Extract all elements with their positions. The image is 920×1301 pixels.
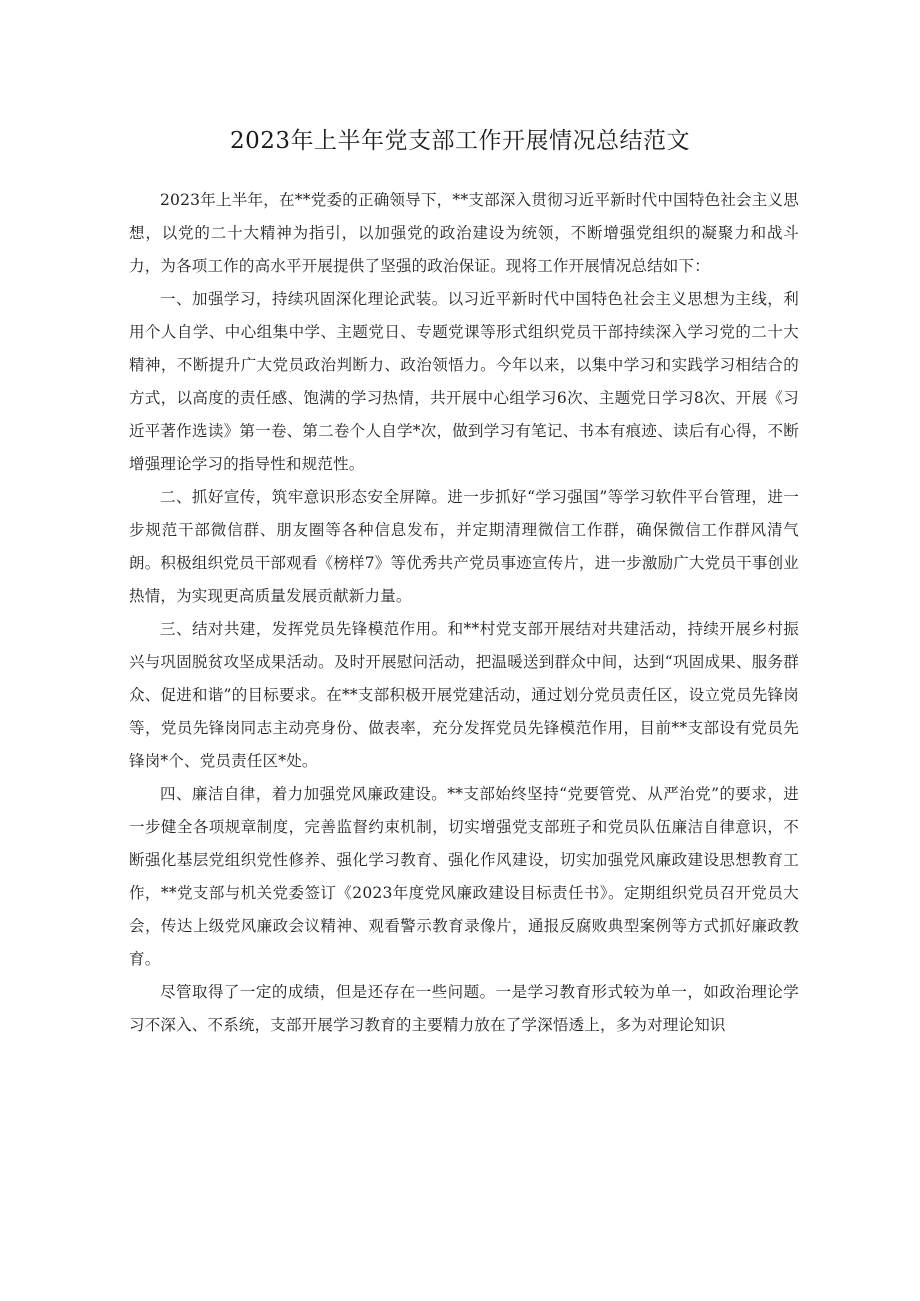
paragraph-study: 一、加强学习，持续巩固深化理论武装。以习近平新时代中国特色社会主义思想为主线，利用个人自学、中心组集中学、主题党日、专题党课等形式组织党员干部持续深入学习党的二十大精神，不断提升广大党员政治判断力、政治领悟力。今年以来，以集中学习和实践学习相结合的方式，以高度的责任感、饱满的学习热情，共开展中心组学习6次、主题党日学习8次、开展《习近平著作选读》第一卷、第二卷个人自学*次，做到学习有笔记、书本有痕迹、读后有心得，不断增强理论学习的指导性和规范性。 bbox=[129, 290, 799, 473]
document-body bbox=[129, 184, 799, 1042]
paragraph-integrity: 四、廉洁自律，着力加强党风廉政建设。**支部始终坚持“党要管党、从严治党”的要求，进一步健全各项规章制度，完善监督约束机制，切实增强党支部班子和党员队伍廉洁自律意识，不断强化基层党组织党性修养、强化学习教育、强化作风建设，切实加强党风廉政建设思想教育工作，**党支部与机关党委签订《2023年度党风廉政建设目标责任书》。定期组织党员召开党员大会，传达上级党风廉政会议精神、观看警示教育录像片，通报反腐败典型案例等方式抓好廉政教育。 bbox=[129, 785, 799, 968]
paragraph-partnership: 三、结对共建，发挥党员先锋模范作用。和**村党支部开展结对共建活动，持续开展乡村振兴与巩固脱贫攻坚成果活动。及时开展慰问活动，把温暖送到群众中间，达到“巩固成果、服务群众、促进和谐”的目标要求。在**支部积极开展党建活动，通过划分党员责任区，设立党员先锋岗等，党员先锋岗同志主动亮身份、做表率，充分发挥党员先锋模范作用，目前**支部设有党员先锋岗*个、党员责任区*处。 bbox=[129, 620, 799, 770]
paragraph-problems: 尽管取得了一定的成绩，但是还存在一些问题。一是学习教育形式较为单一，如政治理论学习不深入、不系统，支部开展学习教育的主要精力放在了学深悟透上，多为对理论知识 bbox=[129, 983, 799, 1034]
document-title: 2023年上半年党支部工作开展情况总结范文 bbox=[229, 128, 691, 154]
paragraph-publicity: 二、抓好宣传，筑牢意识形态安全屏障。进一步抓好“学习强国”等学习软件平台管理，进一步规范干部微信群、朋友圈等各种信息发布，并定期清理微信工作群，确保微信工作群风清气朗。积极组织党员干部观看《榜样7》等优秀共产党员事迹宣传片，进一步激励广大党员干事创业热情，为实现更高质量发展贡献新力量。 bbox=[129, 488, 799, 605]
paragraph-intro: 2023年上半年，在**党委的正确领导下，**支部深入贯彻习近平新时代中国特色社会主义思想，以党的二十大精神为指引，以加强党的政治建设为统领，不断增强党组织的凝聚力和战斗力，为各项工作的高水平开展提供了坚强的政治保证。现将工作开展情况总结如下： bbox=[129, 191, 799, 275]
